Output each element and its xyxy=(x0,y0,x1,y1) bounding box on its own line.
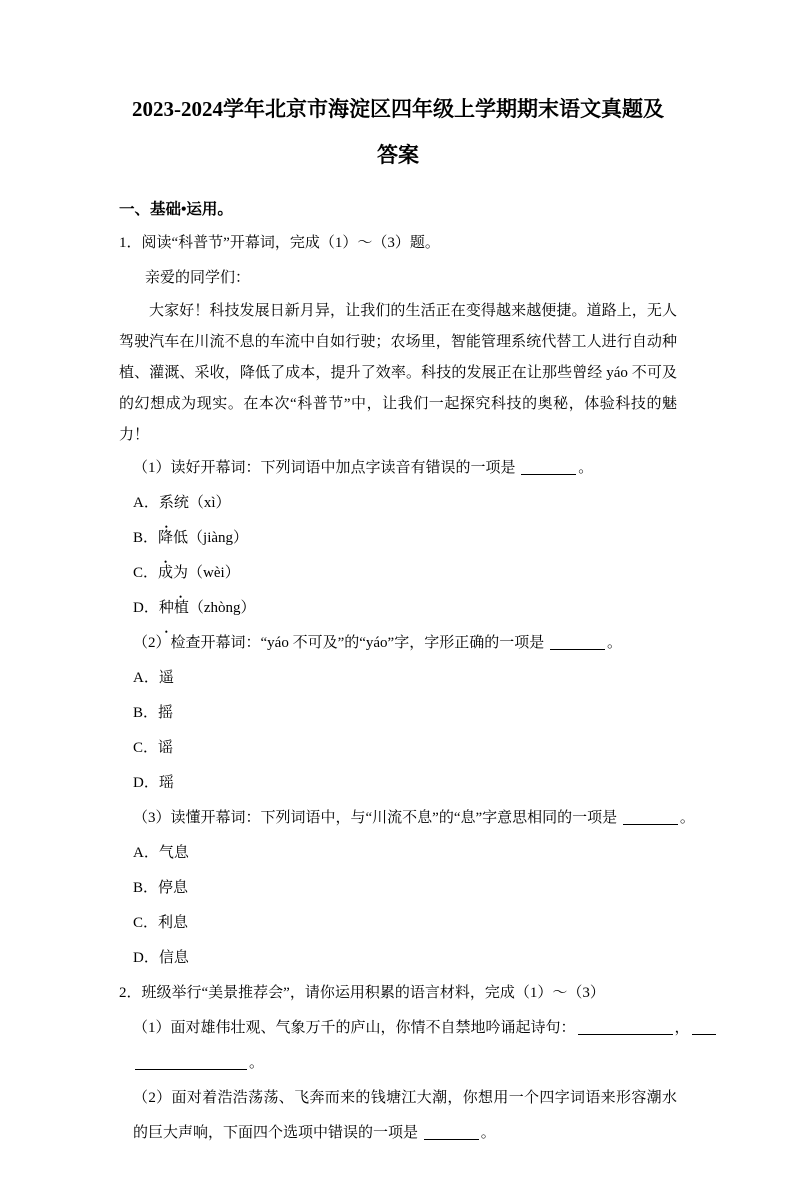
q2-stem: 2．班级举行“美景推荐会”，请你运用积累的语言材料，完成（1）～（3） xyxy=(119,985,605,1001)
q1-sub1-prompt xyxy=(119,451,677,486)
dotted-char: 降 xyxy=(158,530,174,546)
q1-sub2-option-c: C．谣 xyxy=(133,740,174,756)
answer-blank xyxy=(578,1019,673,1035)
option-post: 统（xì） xyxy=(173,495,231,511)
title-line-1: 2023-2024学年北京市海淀区四年级上学期期末语文真题及 xyxy=(132,97,664,121)
section-heading: 一、基础•运用。 xyxy=(119,201,233,218)
answer-blank xyxy=(424,1124,479,1140)
q1-sub3-option-d: D．信息 xyxy=(133,950,189,966)
q1-sub3-option-a: A．气息 xyxy=(133,845,189,861)
q1-sub3-prompt xyxy=(119,801,695,836)
document-title xyxy=(119,86,677,178)
answer-blank xyxy=(550,634,605,650)
q1-sub1-prompt-text: （1）读好开幕词：下列词语中加点字读音有错误的一项是 xyxy=(133,460,516,476)
option-post: 植（zhòng） xyxy=(173,600,256,616)
dotted-char: 系 xyxy=(158,495,174,511)
answer-blank xyxy=(623,809,678,825)
option-label: A． xyxy=(133,495,159,511)
q1-sub2-period: 。 xyxy=(606,635,622,651)
q2-sub1-period: 。 xyxy=(249,1055,265,1071)
q1-sub3-option-c: C．利息 xyxy=(133,915,189,931)
answer-blank xyxy=(692,1019,716,1035)
q2-sub1-line2 xyxy=(119,1046,677,1081)
q2-sub2-prompt-text: （2）面对着浩浩荡荡、飞奔而来的钱塘江大潮，你想用一个四字词语来形容潮水的巨大声响，下面四个选项中错误的一项是 xyxy=(133,1090,677,1141)
q1-sub3-prompt-text: （3）读懂开幕词：下列词语中，与“川流不息”的“息”字意思相同的一项是 xyxy=(133,810,618,826)
q2-sub1-prompt-text: （1）面对雄伟壮观、气象万千的庐山，你情不自禁地吟诵起诗句： xyxy=(133,1020,576,1036)
q1-sub2-option-a: A．遥 xyxy=(133,670,174,686)
q1-sub2-prompt xyxy=(119,626,677,661)
option-post: 低（jiàng） xyxy=(173,530,249,546)
q2-sub2-prompt xyxy=(119,1081,677,1151)
option-post: （wèi） xyxy=(188,565,240,581)
option-label: B． xyxy=(133,530,159,546)
option-label: D． xyxy=(133,600,159,616)
q1-sub1-option-d xyxy=(119,591,677,626)
title-line-2: 答案 xyxy=(377,143,419,167)
q1-stem: 1．阅读“科普节”开幕词，完成（1）～（3）题。 xyxy=(119,235,440,251)
q1-sub1-option-b xyxy=(119,521,677,556)
dotted-char: 种 xyxy=(158,600,174,616)
q2-sub1-line1 xyxy=(119,1011,690,1046)
answer-blank xyxy=(521,459,576,475)
q1-sub2-option-d: D．瑶 xyxy=(133,775,174,791)
option-pre: 成 xyxy=(158,565,174,581)
q1-salutation: 亲爱的同学们： xyxy=(145,270,251,286)
q1-sub2-option-b: B．摇 xyxy=(133,705,174,721)
q2-sub1-comma: ， xyxy=(674,1020,690,1036)
q2-sub2-period: 。 xyxy=(480,1125,496,1141)
q1-sub3-period: 。 xyxy=(679,810,695,826)
q1-sub1-option-a xyxy=(119,486,677,521)
q1-sub2-prompt-text: （2）检查开幕词：“yáo 不可及”的“yáo”字，字形正确的一项是 xyxy=(133,635,545,651)
answer-blank xyxy=(135,1054,247,1070)
dotted-char: 为 xyxy=(173,565,189,581)
q1-paragraph: 大家好！科技发展日新月异，让我们的生活正在变得越来越便捷。道路上，无人驾驶汽车在川流不息的车流中自如行驶；农场里，智能管理系统代替工人进行自动种植、灌溉、采收，降低了成本，提升了效率。科技的发展正在让那些曾经 yáo 不可及的幻想成为现实。在本次“科普节”中，让我们一起探究科技的奥秘，体验科技的魅力！ xyxy=(119,303,677,443)
q1-sub1-option-c xyxy=(119,556,677,591)
option-label: C． xyxy=(133,565,159,581)
q1-sub1-period: 。 xyxy=(578,460,594,476)
q1-sub3-option-b: B．停息 xyxy=(133,880,189,896)
